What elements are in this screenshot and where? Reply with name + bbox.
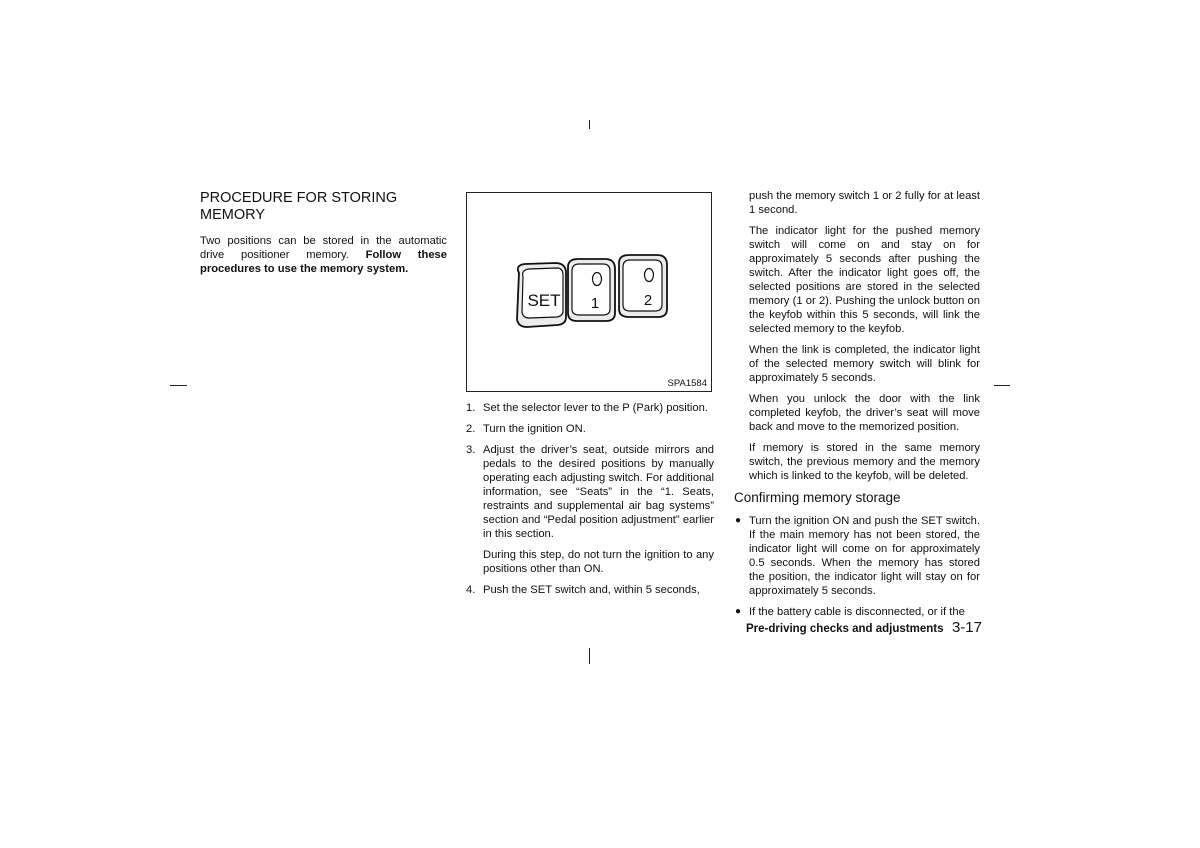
unlock-paragraph: When you unlock the door with the link completed keyfob, the driver’s seat will move back and move to the memorized position. [749, 393, 980, 433]
intro-text: Two positions can be stored in the automatic drive positioner memory. [200, 235, 447, 261]
memory-switch-illustration [467, 193, 713, 393]
procedure-steps [466, 401, 714, 597]
list-item [734, 605, 980, 619]
step-number: 2. [466, 423, 476, 435]
step-number: 1. [466, 402, 476, 414]
intro-paragraph [200, 234, 447, 276]
bullet-icon: ● [735, 606, 742, 617]
section-heading-line1: PROCEDURE FOR STORING [200, 190, 398, 206]
memory-1-button-label: 1 [590, 295, 600, 312]
list-item [466, 443, 714, 576]
list-item [734, 514, 980, 598]
right-column [734, 189, 980, 626]
page-footer [746, 619, 980, 637]
list-item [466, 401, 714, 415]
bullet-icon: ● [735, 515, 742, 526]
bottom-crop-mark [589, 648, 590, 664]
step-text: Set the selector lever to the P (Park) position. [483, 402, 708, 414]
list-item [466, 583, 714, 597]
figure-code: SPA1584 [667, 378, 707, 389]
middle-column [466, 192, 714, 604]
confirm-bullets [734, 514, 980, 619]
set-button-label: SET [527, 291, 561, 310]
set-button-icon [517, 263, 566, 327]
left-column [200, 190, 447, 283]
bullet-text: If the battery cable is disconnected, or if the [749, 606, 965, 618]
memory-switch-figure [466, 192, 712, 392]
step-text: Push the SET switch and, within 5 seconds, [483, 584, 700, 596]
step-number: 4. [466, 584, 476, 596]
step-text: Adjust the driver’s seat, outside mirrors and pedals to the desired positions by manually operating each adjusting switch. For additional information, see “Seats” in the “1. Seats, restraints and supplemental air bag systems” section and “Pedal position adjustment” earlier in this section. [483, 444, 714, 540]
footer-section-title: Pre-driving checks and adjustments [746, 623, 944, 635]
section-heading-line2: MEMORY [200, 207, 265, 223]
section-heading [200, 190, 447, 224]
confirming-subheading: Confirming memory storage [734, 490, 901, 505]
memory-1-button-icon [568, 259, 615, 321]
top-crop-mark [589, 120, 590, 129]
link-paragraph: When the link is completed, the indicator light of the selected memory switch will blink for approximately 5 seconds. [749, 344, 980, 384]
step-text: Turn the ignition ON. [483, 423, 586, 435]
page-number: 3-17 [951, 619, 982, 636]
intro-bold-text: Follow these procedures to use the memory system. [200, 249, 447, 275]
overwrite-paragraph: If memory is stored in the same memory switch, the previous memory and the memory which is linked to the keyfob, will be deleted. [749, 442, 980, 482]
left-crop-mark [170, 385, 187, 386]
right-crop-mark [994, 385, 1010, 386]
step-number: 3. [466, 444, 476, 456]
step-note: During this step, do not turn the ignition to any positions other than ON. [483, 549, 714, 575]
memory-2-button-label: 2 [643, 292, 653, 309]
bullet-text: Turn the ignition ON and push the SET switch. If the main memory has not been stored, the indicator light will come on for approximately 0.5 seconds. When the memory has stored the position, the indicator light will stay on for approximately 5 seconds. [749, 515, 980, 597]
step-continuation: push the memory switch 1 or 2 fully for at least 1 second. [749, 190, 980, 216]
memory-2-button-icon [619, 255, 667, 317]
indicator-paragraph: The indicator light for the pushed memory switch will come on and stay on for approximately 5 seconds after pushing the switch. After the indicator light goes off, the selected positions are stored in the selected memory (1 or 2). Pushing the unlock button on the keyfob within this 5 seconds, will link the selected memory to the keyfob. [749, 225, 980, 335]
list-item [466, 422, 714, 436]
